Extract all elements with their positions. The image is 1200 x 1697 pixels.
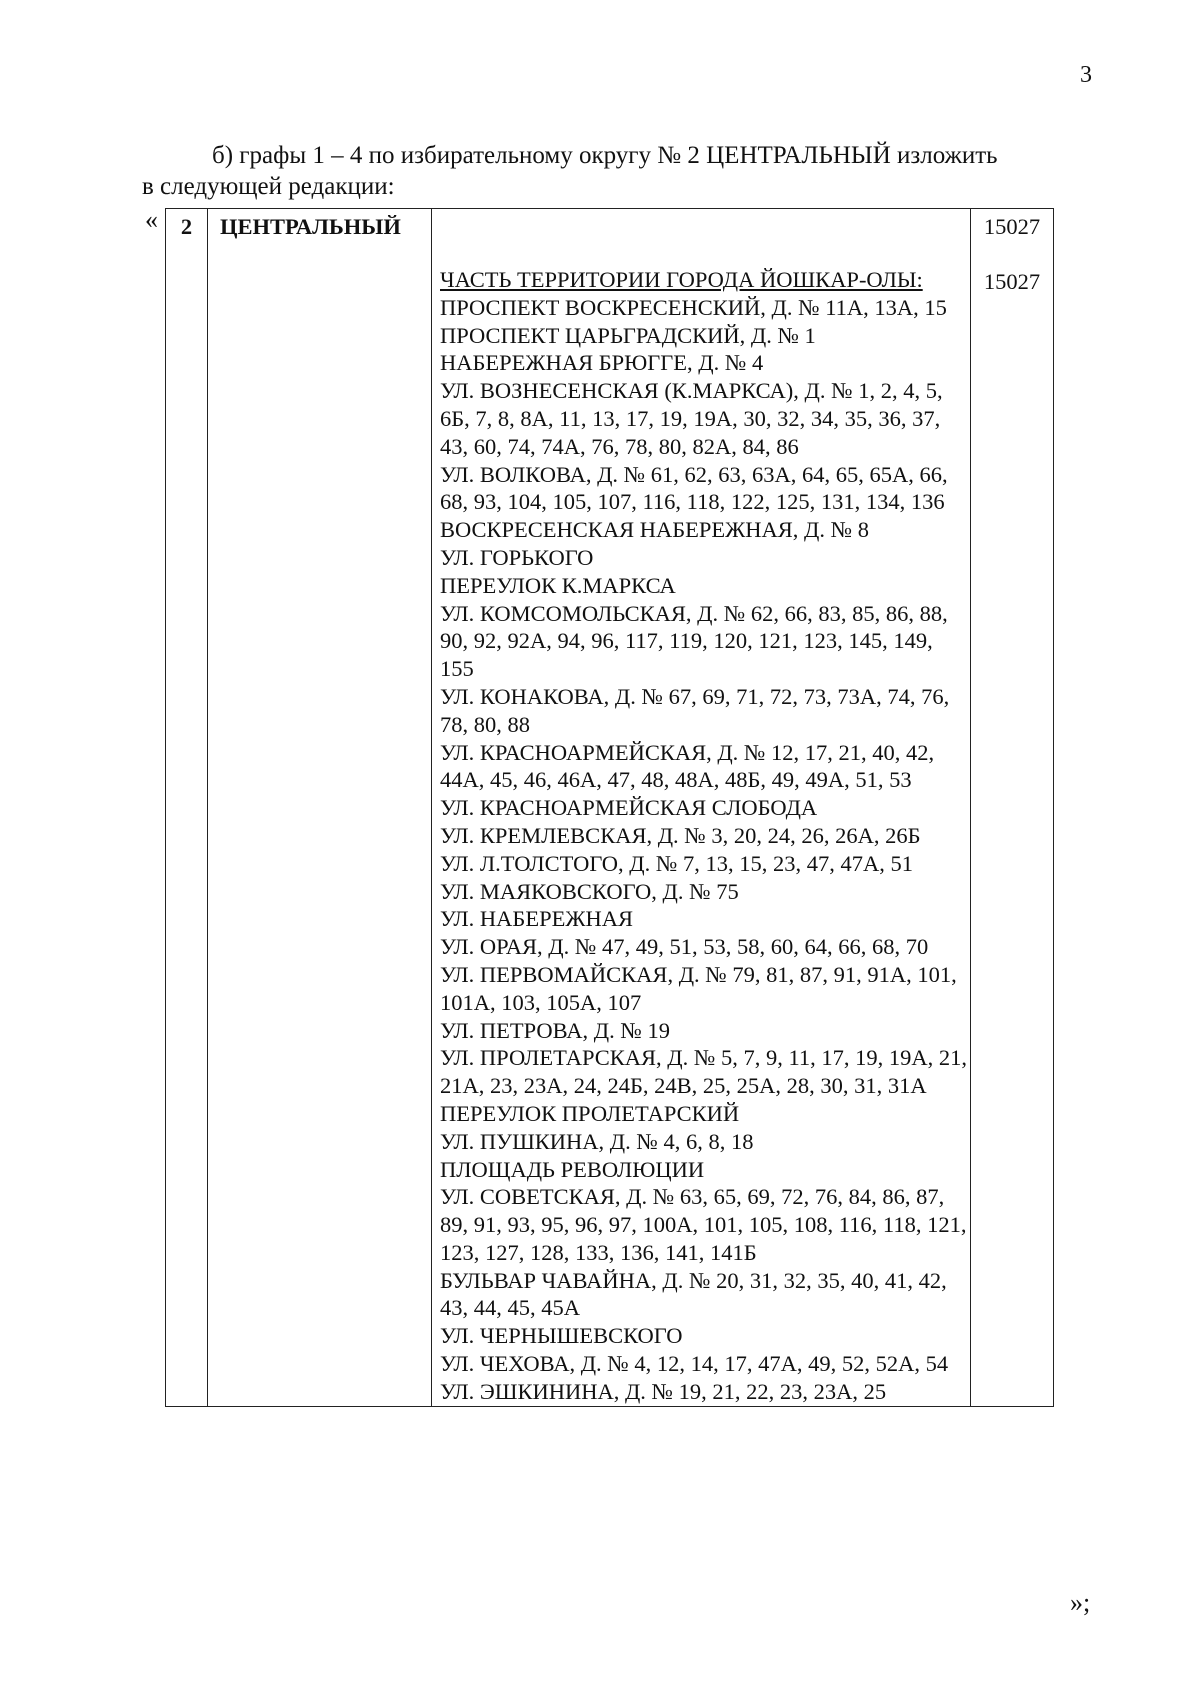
address-item: УЛ. МАЯКОВСКОГО, Д. № 75 [440,878,739,904]
total-voters: 15027 [983,214,1041,239]
open-quote: « [145,205,158,234]
address-item: УЛ. ЧЕРНЫШЕВСКОГО [440,1323,683,1349]
address-item: УЛ. ПЕТРОВА, Д. № 19 [440,1017,670,1043]
address-item: ПРОСПЕКТ ЦАРЬГРАДСКИЙ, Д. № 1 [440,322,816,348]
address-item: УЛ. ПРОЛЕТАРСКАЯ, Д. № 5, 7, 9, 11, 17, 19, 19А, 21, 21А, 23, 23А, 24, 24Б, 24В, 25, 25А, 28, 30, 31, 31А [440,1045,967,1099]
territory-voters: 15027 [983,268,1041,294]
address-item: УЛ. ВОЗНЕСЕНСКАЯ (К.МАРКСА), Д. № 1, 2, 4, 5, 6Б, 7, 8, 8А, 11, 13, 17, 19, 19А, 30, 32, 34, 35, 36, 37, 43, 60, 74, 74А, 76, 78, 80, 82А, 84, 86 [440,378,943,459]
intro-line-1: б) графы 1 – 4 по избирательному округу № 2 ЦЕНТРАЛЬНЫЙ изложить [212,142,998,169]
district-table [165,208,1054,1407]
address-item: УЛ. КОМСОМОЛЬСКАЯ, Д. № 62, 66, 83, 85, 86, 88, 90, 92, 92А, 94, 96, 117, 119, 120, 121, 123, 145, 149, 155 [440,600,948,682]
district-number: 2 [166,209,208,1407]
address-item: УЛ. ЭШКИНИНА, Д. № 19, 21, 22, 23, 23А, 25 [440,1378,887,1404]
address-item: УЛ. СОВЕТСКАЯ, Д. № 63, 65, 69, 72, 76, 84, 86, 87, 89, 91, 93, 95, 96, 97, 100А, 101, 105, 108, 116, 118, 121, 123, 127, 128, 133, 136, 141, 141Б [440,1184,967,1265]
address-item: ПЕРЕУЛОК ПРОЛЕТАРСКИЙ [440,1100,740,1126]
address-item: УЛ. КРАСНОАРМЕЙСКАЯ СЛОБОДА [440,795,818,821]
address-item: УЛ. ОРАЯ, Д. № 47, 49, 51, 53, 58, 60, 64, 66, 68, 70 [440,934,929,960]
address-item: НАБЕРЕЖНАЯ БРЮГГЕ, Д. № 4 [440,350,764,376]
address-item: ПЕРЕУЛОК К.МАРКСА [440,572,676,598]
address-item: БУЛЬВАР ЧАВАЙНА, Д. № 20, 31, 32, 35, 40, 41, 42, 43, 44, 45, 45А [440,1267,947,1321]
close-quote: »; [1070,1588,1091,1617]
page-number: 3 [1080,62,1092,88]
territory-title: ЧАСТЬ ТЕРРИТОРИИ ГОРОДА ЙОШКАР-ОЛЫ: [440,267,923,292]
address-item: УЛ. ВОЛКОВА, Д. № 61, 62, 63, 63А, 64, 65, 65А, 66, 68, 93, 104, 105, 107, 116, 118, 122, 125, 131, 134, 136 [440,461,948,515]
address-item: УЛ. КРЕМЛЕВСКАЯ, Д. № 3, 20, 24, 26, 26А, 26Б [440,822,921,848]
address-list [440,294,970,1406]
address-item: ПЛОЩАДЬ РЕВОЛЮЦИИ [440,1156,705,1182]
territory-cell [432,209,971,1407]
address-item: УЛ. КОНАКОВА, Д. № 67, 69, 71, 72, 73, 73А, 74, 76, 78, 80, 88 [440,683,950,737]
intro-line-2: в следующей редакции: [142,173,395,200]
voters-cell [971,209,1054,1407]
address-item: УЛ. КРАСНОАРМЕЙСКАЯ, Д. № 12, 17, 21, 40, 42, 44А, 45, 46, 46А, 47, 48, 48А, 48Б, 49, 49А, 51, 53 [440,739,935,793]
address-item: УЛ. ЧЕХОВА, Д. № 4, 12, 14, 17, 47А, 49, 52, 52А, 54 [440,1351,949,1377]
district-name: ЦЕНТРАЛЬНЫЙ [208,209,432,1407]
address-item: УЛ. ГОРЬКОГО [440,544,594,570]
address-item: УЛ. ПУШКИНА, Д. № 4, 6, 8, 18 [440,1128,754,1154]
address-item: ПРОСПЕКТ ВОСКРЕСЕНСКИЙ, Д. № 11А, 13А, 15 [440,294,947,320]
address-item: ВОСКРЕСЕНСКАЯ НАБЕРЕЖНАЯ, Д. № 8 [440,517,869,543]
address-item: УЛ. Л.ТОЛСТОГО, Д. № 7, 13, 15, 23, 47, 47А, 51 [440,850,913,876]
table-row [166,209,1054,1407]
address-item: УЛ. ПЕРВОМАЙСКАЯ, Д. № 79, 81, 87, 91, 91А, 101, 101А, 103, 105А, 107 [440,961,957,1015]
intro-paragraph [142,140,1102,202]
address-item: УЛ. НАБЕРЕЖНАЯ [440,906,633,932]
